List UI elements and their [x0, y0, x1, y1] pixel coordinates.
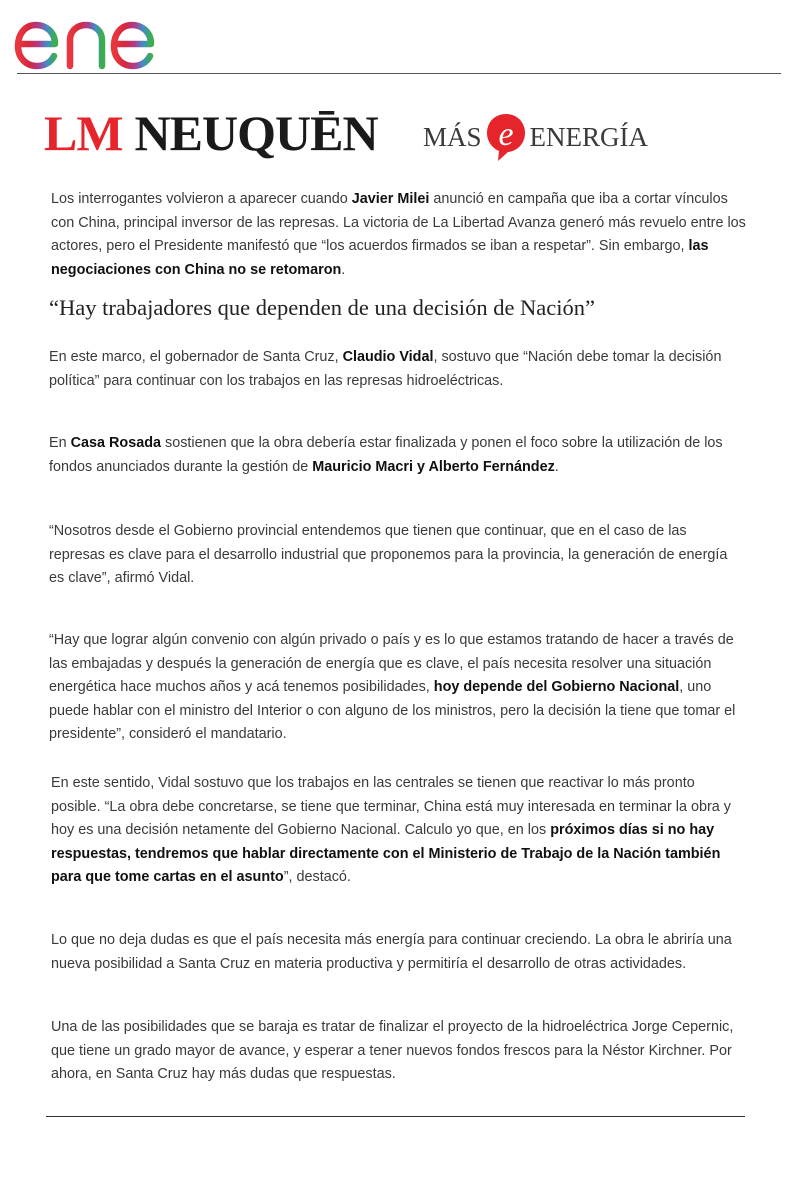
energy-e-letter: e	[497, 116, 514, 153]
energy-e-badge-icon	[484, 111, 528, 163]
article-paragraph-7: Lo que no deja dudas es que el país necesita más energía para continuar creciendo. La obra le abriría una nueva posibilidad a Santa Cruz en materia productiva y permitiría el desarrollo de otras actividades.	[51, 932, 732, 972]
article-paragraph-3: En Casa Rosada sostienen que la obra debería estar finalizada y ponen el foco sobre la utilización de los fondos anunciados durante la gestión de Mauricio Macri y Alberto Fernández.	[49, 435, 723, 475]
article-paragraph-8: Una de las posibilidades que se baraja es tratar de finalizar el proyecto de la hidroeléctrica Jorge Cepernic, que tiene un grado mayor de avance, y esperar a tener nuevos fondos frescos para la Néstor Kirchner. Por ahora, en Santa Cruz hay más dudas que respuestas.	[51, 1019, 734, 1082]
article-paragraph-1: Los interrogantes volvieron a aparecer cuando Javier Milei anunció en campaña que iba a cortar vínculos con China, principal inversor de las represas. La victoria de La Libertad Avanza generó más revuelo entre los actores, pero el Presidente manifestó que “los acuerdos firmados se iban a respetar”. Sin embargo, las negociaciones con China no se retomaron.	[51, 191, 746, 278]
mas-energia-prefix: MÁS	[423, 122, 482, 152]
mas-energia-suffix: ENERGÍA	[529, 122, 649, 152]
article-paragraph-6: En este sentido, Vidal sostuvo que los trabajos en las centrales se tienen que reactivar lo más pronto posible. “La obra debe concretarse, se tiene que terminar, China está muy interesada en terminar la obra y hoy es una decisión netamente del Gobierno Nacional. Calculo yo que, en los próximos días si no hay respuestas, tendremos que hablar directamente con el Ministerio de Trabajo de la Nación también para que tome cartas en el asunto”, destacó.	[51, 775, 731, 885]
article-paragraph-2: En este marco, el gobernador de Santa Cruz, Claudio Vidal, sostuvo que “Nación debe tomar la decisión política” para continuar con los trabajos en las represas hidroeléctricas.	[49, 349, 722, 389]
section-heading: “Hay trabajadores que dependen de una decisión de Nación”	[49, 295, 596, 320]
footer-divider	[46, 1116, 745, 1117]
mas-energia-logo	[423, 112, 648, 162]
lm-logo-city: NEUQUĒN	[134, 105, 378, 161]
enel-logo	[14, 4, 189, 70]
article-paragraph-5: “Hay que lograr algún convenio con algún privado o país y es lo que estamos tratando de hacer a través de las embajadas y después la generación de energía que es clave, el país necesita resolver una situación energética hace muchos años y acá tenemos posibilidades, hoy depende del Gobierno Nacional, uno puede hablar con el ministro del Interior o con alguno de los ministros, pero la decisión la tiene que tomar el presidente”, consideró el mandatario.	[49, 632, 736, 742]
lm-logo-letters: LM	[44, 105, 123, 161]
article-paragraph-4: “Nosotros desde el Gobierno provincial entendemos que tienen que continuar, que en el caso de las represas es clave para el desarrollo industrial que proponemos para la provincia, la generación de energía es clave”, afirmó Vidal.	[49, 523, 728, 586]
lm-neuquen-logo	[44, 105, 378, 161]
header-divider	[17, 73, 781, 74]
